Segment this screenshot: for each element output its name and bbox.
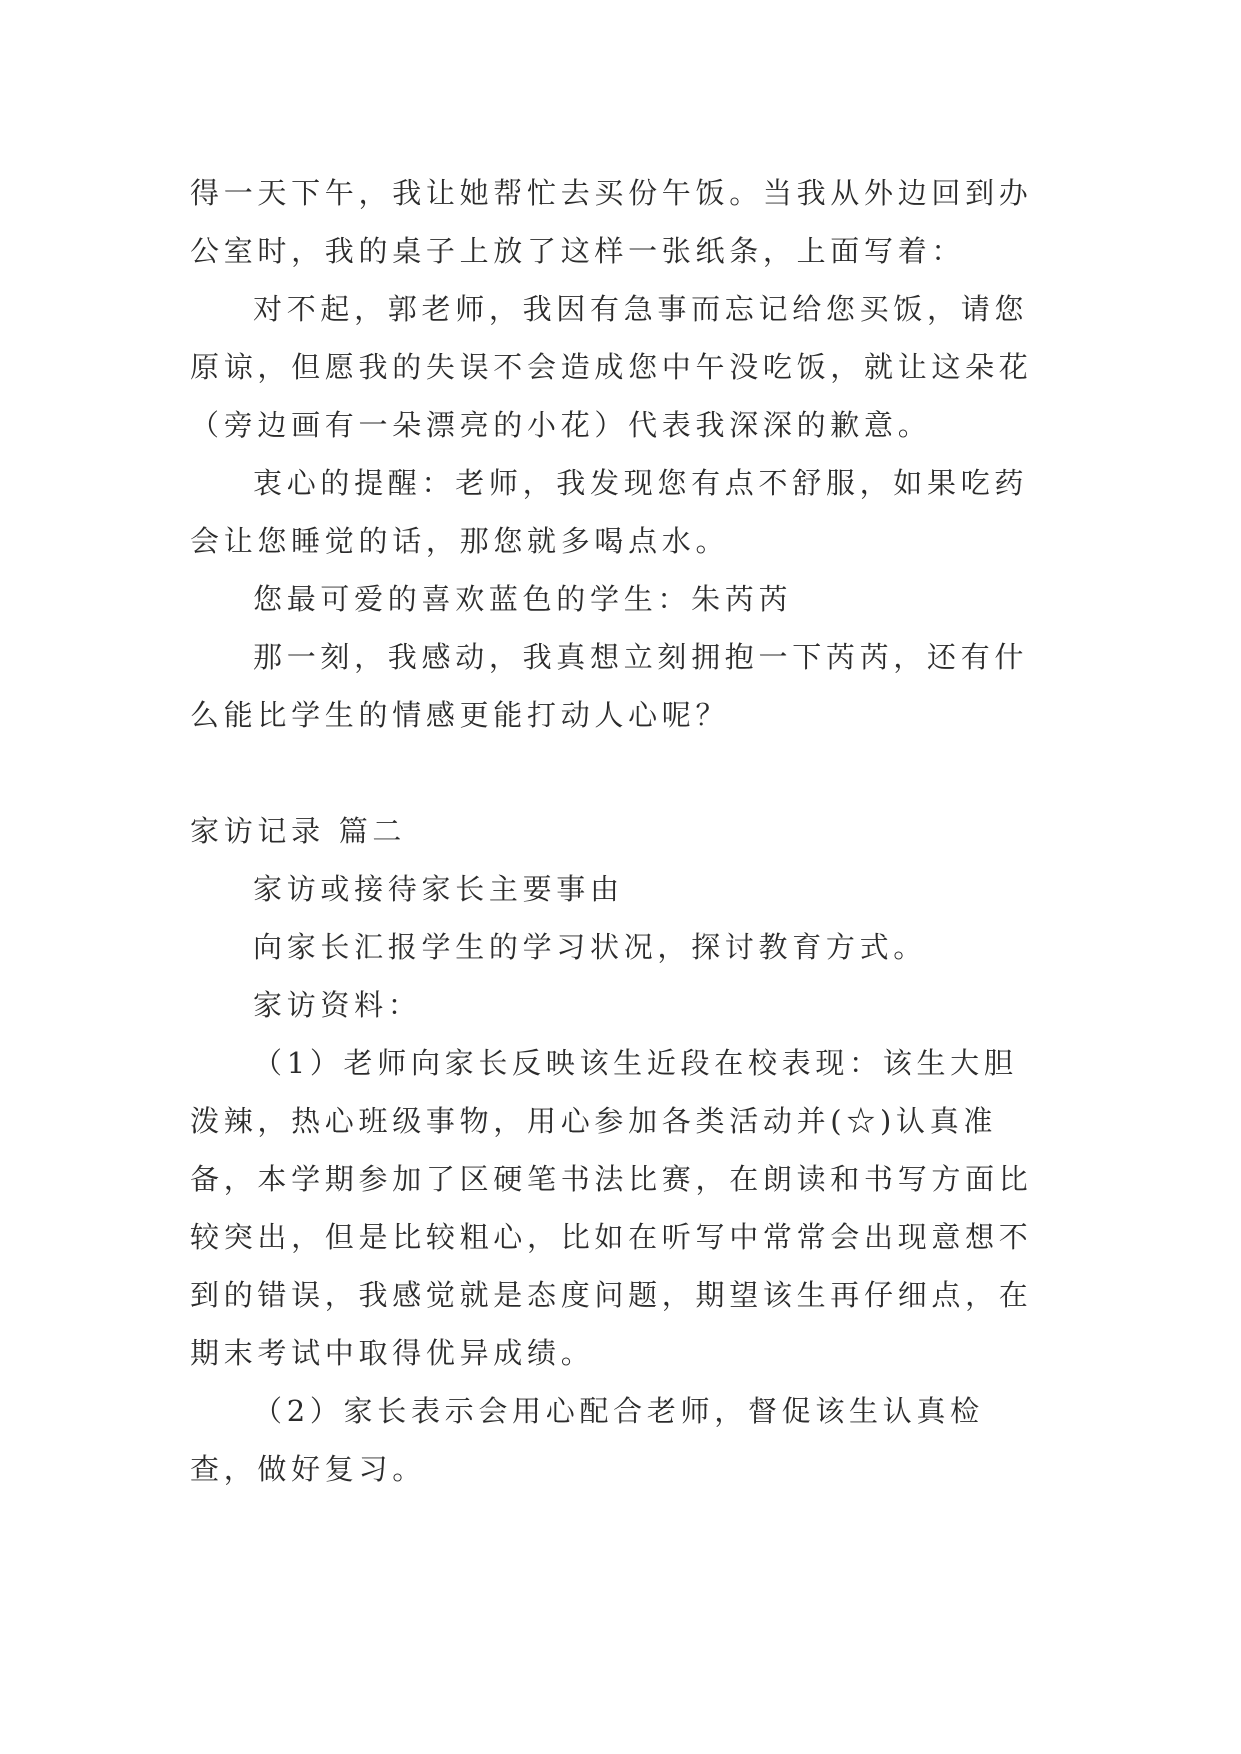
section-spacer [190,744,1050,802]
paragraph: 那一刻，我感动，我真想立刻拥抱一下芮芮，还有什么能比学生的情感更能打动人心呢？ [190,640,1029,732]
paragraph: （1）老师向家长反映该生近段在校表现：该生大胆泼辣，热心班级事物，用心参加各类活动并(☆)认真准备，本学期参加了区硬笔书法比赛，在朗读和书写方面比较突出，但是比较粗心，比如在听写中常常会出现意想不到的错误，我感觉就是态度问题，期望该生再仔细点，在期末考试中取得优异成绩。 [190,1046,1033,1370]
paragraph: 得一天下午，我让她帮忙去买份午饭。当我从外边回到办公室时，我的桌子上放了这样一张纸条，上面写着： [190,176,1033,268]
paragraph: 家访资料： [253,988,422,1022]
paragraph: 对不起，郭老师，我因有急事而忘记给您买饭，请您原谅，但愿我的失误不会造成您中午没吃饭，就让这朵花（旁边画有一朵漂亮的小花）代表我深深的歉意。 [190,292,1033,442]
paragraph: 向家长汇报学生的学习状况，探讨教育方式。 [253,930,928,964]
paragraph: 您最可爱的喜欢蓝色的学生：朱芮芮 [253,582,793,616]
section-title: 家访记录 篇二 [190,814,407,848]
paragraph: （2）家长表示会用心配合老师，督促该生认真检查，做好复习。 [190,1394,984,1486]
document-body [190,164,1050,1498]
paragraph: 衷心的提醒：老师，我发现您有点不舒服，如果吃药会让您睡觉的话，那您就多喝点水。 [190,466,1029,558]
paragraph: 家访或接待家长主要事由 [253,872,624,906]
